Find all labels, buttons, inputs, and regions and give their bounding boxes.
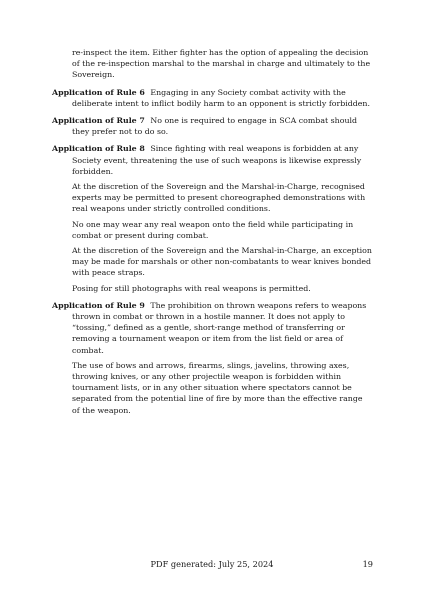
rule-subparagraph: At the discretion of the Sovereign and the Marshal-in-Charge, an exception may be made for marshals or other non-combatants to wear knives bonded with peace straps. [72, 246, 372, 278]
rule-text: No one is required to engage in SCA combat should they prefer not to do so. [72, 116, 358, 137]
rule-6-section [52, 87, 372, 109]
rule-heading: Application of Rule 7 [52, 116, 145, 126]
rule-paragraph [52, 300, 372, 356]
rule-subparagraph: No one may wear any real weapon onto the field while participating in combat or present during combat. [72, 219, 354, 240]
rule-8-section [52, 143, 372, 293]
rule-paragraph [52, 87, 372, 109]
rule-text: The prohibition on thrown weapons refers to weapons thrown in combat or thrown in a hostile manner. It does not apply to “tossing,” defined as a gentle, short-range method of transferring or removing a tournament weapon or item from the list field or area of combat. [72, 300, 367, 355]
rule-7-section [52, 115, 372, 137]
rule-subparagraph: At the discretion of the Sovereign and the Marshal-in-Charge, recognised experts may be permitted to present choreographed demonstrations with real weapons under strictly controlled conditions. [72, 182, 366, 214]
rule-heading: Application of Rule 6 [52, 87, 145, 97]
rule-9-section [52, 300, 372, 416]
body-text [52, 47, 372, 422]
rule-heading: Application of Rule 9 [52, 300, 145, 310]
rule-subparagraph: Posing for still photographs with real weapons is permitted. [72, 283, 311, 293]
pdf-generated-footer: PDF generated: July 25, 2024 [150, 559, 274, 569]
page-number: 19 [362, 559, 373, 569]
rule-text: Since fighting with real weapons is forbidden at any Society event, threatening the use of such weapons is likewise expressly forbidden. [72, 144, 362, 176]
rule-paragraph [52, 115, 372, 137]
intro-paragraph: re-inspect the item. Either fighter has the option of appealing the decision of the re-inspection marshal to the marshal in charge and ultimately to the Sovereign. [72, 48, 371, 80]
rule-heading: Application of Rule 8 [52, 144, 145, 154]
rule-text: Engaging in any Society combat activity with the deliberate intent to inflict bodily harm to an opponent is strictly forbidden. [72, 87, 370, 108]
rule-subparagraph: The use of bows and arrows, firearms, slings, javelins, throwing axes, throwing knives, or any other projectile weapon is forbidden within tournament lists, or in any other situation where spectators cannot be separated from the potential line of fire by more than the effective range of the weapon. [72, 360, 363, 415]
rule-paragraph [52, 143, 372, 177]
